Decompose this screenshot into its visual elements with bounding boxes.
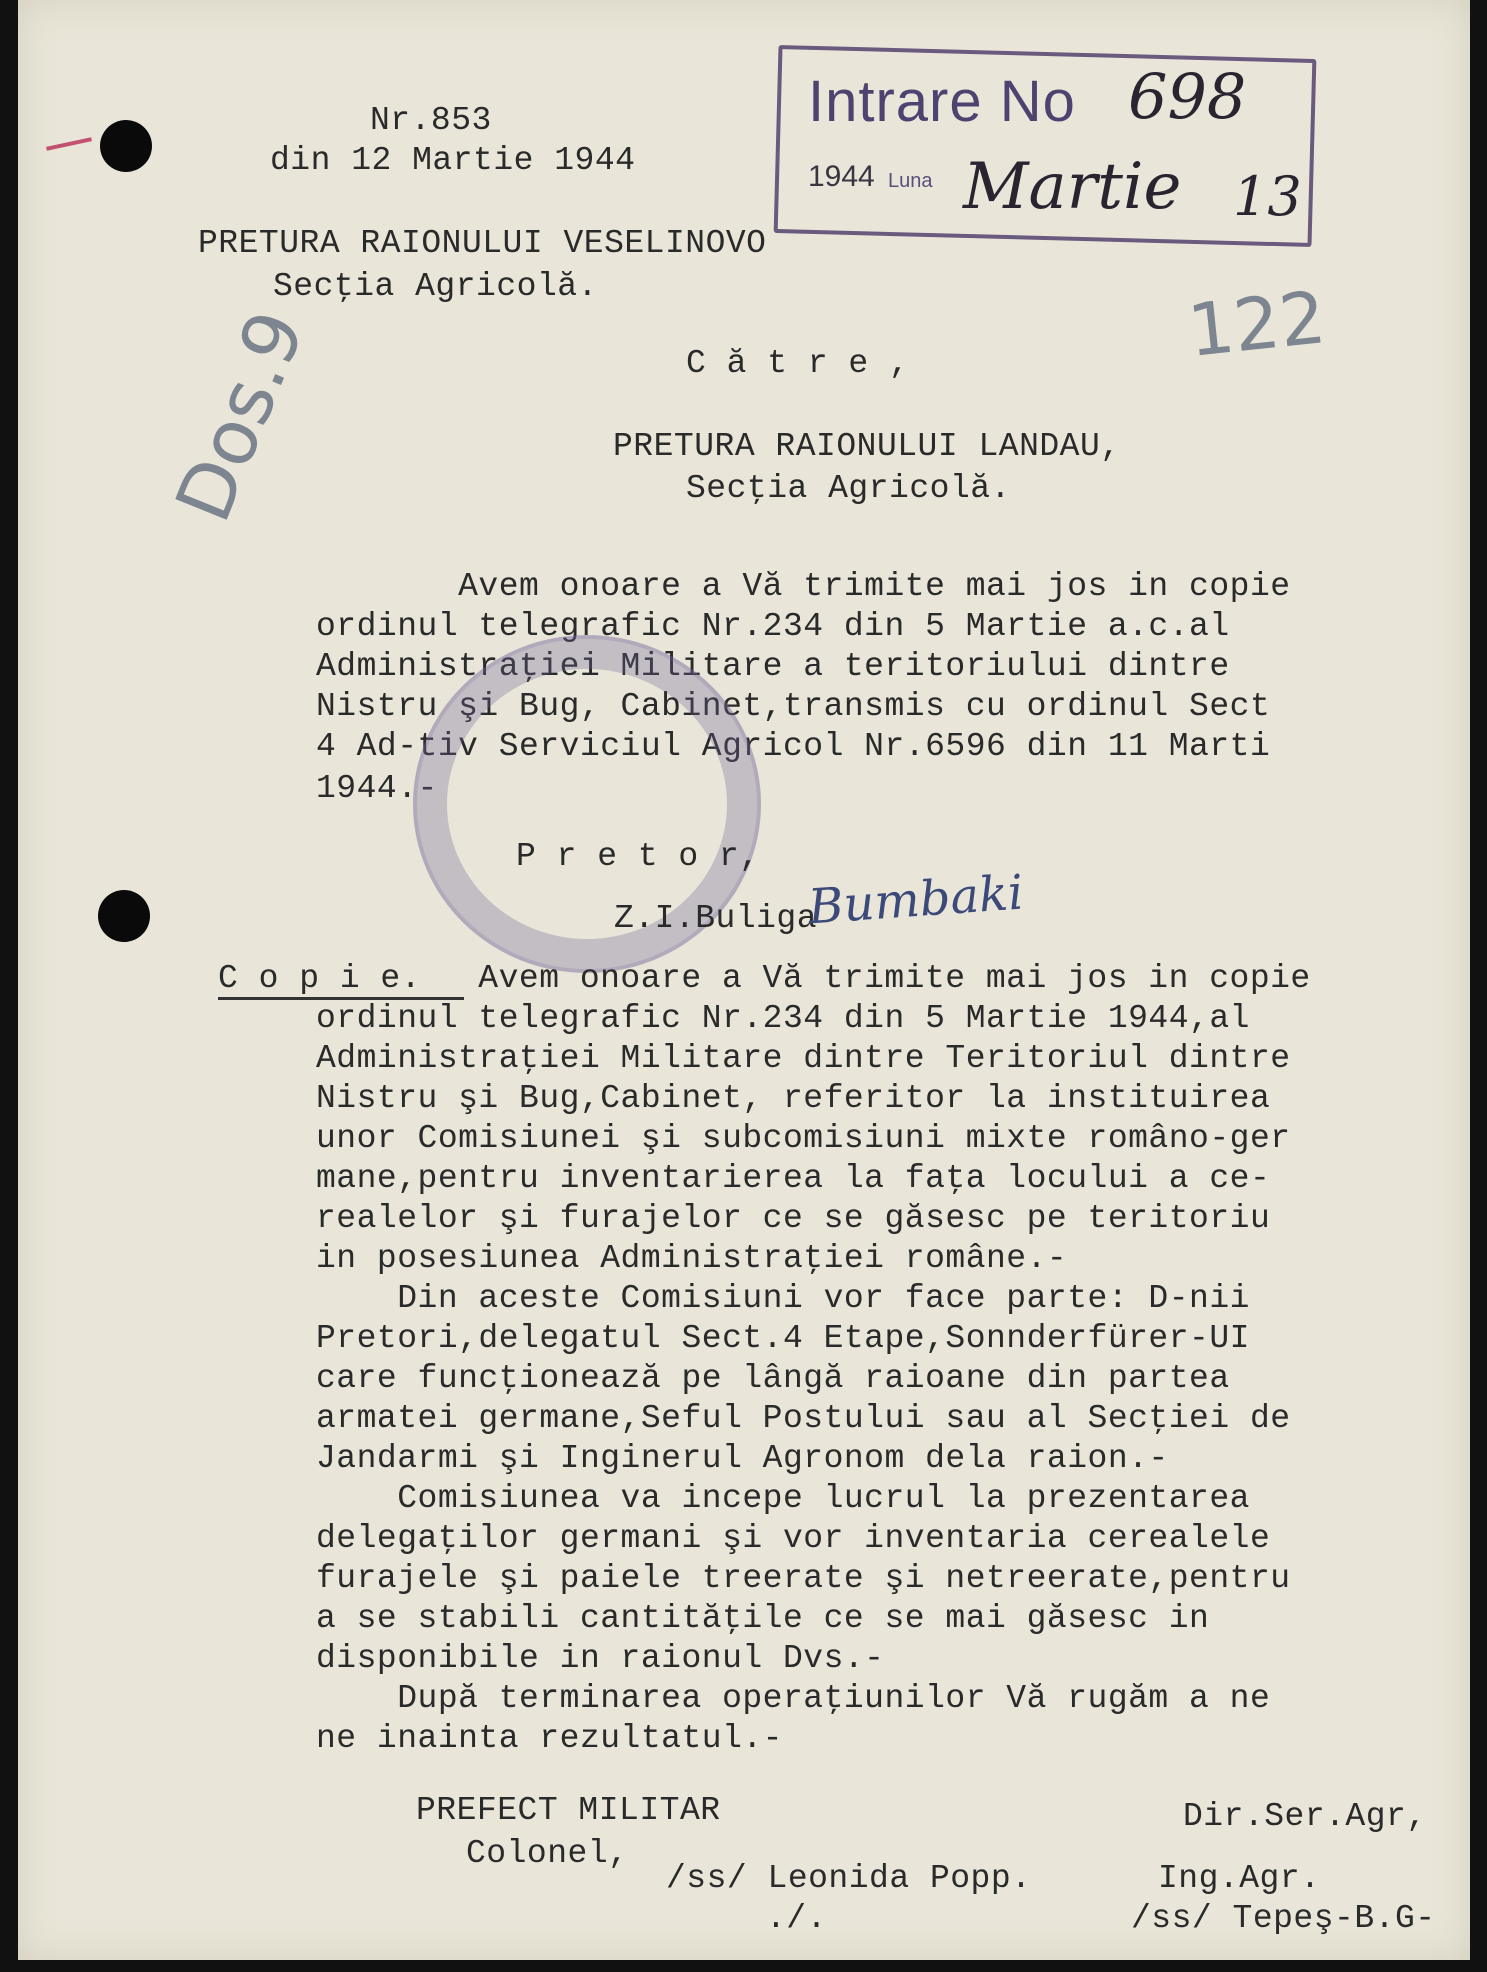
copy-line: disponibile in raionul Dvs.- (316, 1640, 885, 1677)
copy-line: in posesiunea Administraţiei române.- (316, 1240, 1068, 1277)
addressee-to: C ă t r e , (686, 345, 910, 382)
copy-line: Pretori,delegatul Sect.4 Etape,Sonnderfürer-UI (316, 1320, 1250, 1357)
sender-name: PRETURA RAIONULUI VESELINOVO (198, 225, 767, 262)
stamp-handwritten-month: Martie (963, 150, 1182, 224)
stamp-month-label: Luna (888, 170, 933, 192)
copy-line: Din aceste Comisiuni vor face parte: D-nii (316, 1280, 1250, 1317)
addressee-section: Secţia Agricolă. (686, 470, 1011, 507)
copy-line: unor Comisiunei şi subcomisiuni mixte româno-ger (316, 1120, 1291, 1157)
copy-line: mane,pentru inventarierea la faţa locului a ce- (316, 1160, 1271, 1197)
copy-line: furajele şi paiele treerate şi netreerate,pentru (316, 1560, 1291, 1597)
pencil-note: Dos.9 (158, 298, 322, 534)
copy-line: a se stabili cantităţile ce se mai găsesc in (316, 1600, 1210, 1637)
copy-label: C o p i e. (218, 960, 422, 997)
stamp-title: Intrare No (808, 69, 1076, 134)
body-line: ordinul telegrafic Nr.234 din 5 Martie a.c.al (316, 608, 1230, 645)
copy-line: care funcţionează pe lângă raioane din partea (316, 1360, 1230, 1397)
footer-right-sign: /ss/ Tepeş-B.G- (1131, 1900, 1436, 1937)
copy-line: Administraţiei Militare dintre Teritoriul dintre (316, 1040, 1291, 1077)
pencil-number: 122 (1183, 275, 1330, 373)
copy-line: Jandarmi şi Inginerul Agronom dela raion.- (316, 1440, 1169, 1477)
copy-line: realelor şi furajelor ce se găsesc pe teritoriu (316, 1200, 1271, 1237)
addressee-name: PRETURA RAIONULUI LANDAU, (613, 428, 1121, 465)
footer-right-rank: Ing.Agr. (1158, 1860, 1321, 1897)
copy-line: Avem onoare a Vă trimite mai jos in copie (458, 960, 1311, 997)
footer-left-mark: ./. (766, 1900, 827, 1937)
handwritten-signature: Bumbaki (806, 864, 1026, 936)
copy-line: După terminarea operaţiunilor Vă rugăm a ne (316, 1680, 1271, 1717)
stamp-handwritten-number: 698 (1128, 60, 1247, 133)
red-arrow-mark (46, 137, 92, 150)
copy-line: Comisiunea va incepe lucrul la prezentarea (316, 1480, 1250, 1517)
sender-section: Secţia Agricolă. (273, 268, 598, 305)
copy-line: ne inainta rezultatul.- (316, 1720, 783, 1757)
footer-right-title: Dir.Ser.Agr, (1183, 1798, 1427, 1835)
body-line: Administraţiei Militare a teritoriului dintre (316, 648, 1230, 685)
document-page (18, 0, 1470, 1960)
copy-line: armatei germane,Seful Postului sau al Secţiei de (316, 1400, 1291, 1437)
document-number: Nr.853 (370, 102, 492, 139)
punch-hole-top (100, 120, 152, 172)
copy-line: ordinul telegrafic Nr.234 din 5 Martie 1944,al (316, 1000, 1250, 1037)
signature-title: P r e t o r, (516, 838, 760, 875)
footer-left-title: PREFECT MILITAR (416, 1792, 721, 1829)
body-line: Nistru şi Bug, Cabinet,transmis cu ordinul Sect (316, 688, 1271, 725)
copy-line: Nistru şi Bug,Cabinet, referitor la instituirea (316, 1080, 1271, 1117)
footer-left-sign: /ss/ Leonida Popp. (666, 1860, 1032, 1897)
stamp-handwritten-day: 13 (1233, 165, 1302, 228)
body-line: 1944.- (316, 770, 438, 807)
footer-left-rank: Colonel, (466, 1835, 629, 1872)
body-line: Avem onoare a Vă trimite mai jos in copie (316, 568, 1291, 605)
stamp-year: 1944 (808, 160, 875, 193)
copy-line: delegaţilor germani şi vor inventaria cerealele (316, 1520, 1271, 1557)
body-line: 4 Ad-tiv Serviciul Agricol Nr.6596 din 11 Marti (316, 728, 1271, 765)
punch-hole-middle (98, 890, 150, 942)
signature-name: Z.I.Buliga (614, 900, 818, 937)
document-date: din 12 Martie 1944 (270, 142, 636, 179)
